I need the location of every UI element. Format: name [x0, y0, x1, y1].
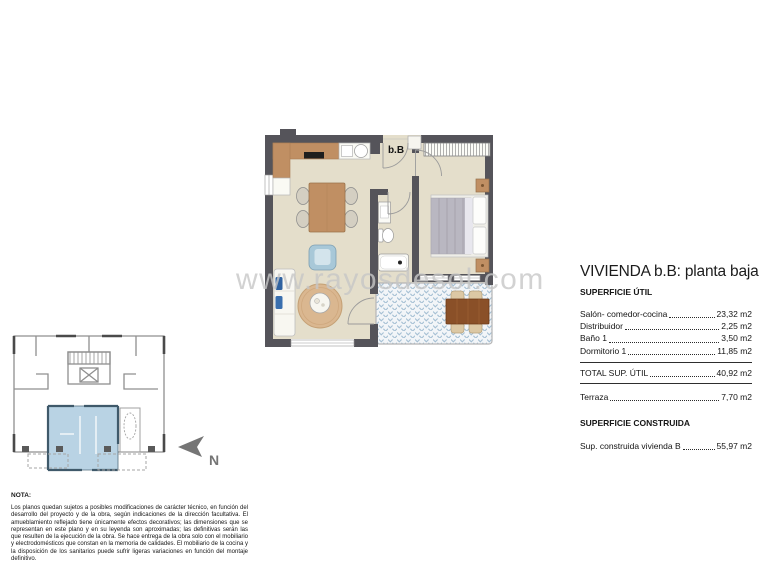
- toilet: [379, 229, 394, 243]
- total-area: 40,92 m2: [716, 367, 752, 378]
- armchair: [309, 245, 336, 270]
- terrace-label: Terraza: [580, 392, 609, 403]
- useful-area-header: SUPERFICIE ÚTIL: [580, 287, 653, 297]
- site-key-plan: [8, 334, 223, 482]
- wardrobe: [424, 143, 490, 156]
- dot-leader: [683, 449, 715, 450]
- total-row: [580, 367, 752, 379]
- dot-leader: [610, 400, 719, 401]
- sink-basin: [342, 146, 353, 157]
- pillow: [473, 197, 486, 224]
- sofa-pillow: [276, 277, 283, 290]
- sofa-pillow: [276, 296, 283, 309]
- terrace-table: [446, 299, 489, 324]
- room-label: Distribuidor: [580, 321, 623, 332]
- page-title: VIVIENDA b.B: planta baja: [580, 263, 759, 280]
- coffee-table: [310, 293, 330, 313]
- room-label: Baño 1: [580, 333, 607, 344]
- room-label: Salón- comedor-cocina: [580, 309, 668, 319]
- area-row: [580, 345, 752, 357]
- entry-niche: [408, 136, 421, 149]
- dot-leader: [628, 354, 715, 355]
- room-label: Dormitorio 1: [580, 345, 627, 356]
- divider: [580, 362, 752, 363]
- kitchen-cabinet: [273, 178, 290, 195]
- dot-leader: [625, 329, 719, 330]
- highlighted-unit: [48, 406, 118, 470]
- room-area: 23,32 m2: [716, 309, 752, 319]
- spec-panel: [580, 263, 759, 452]
- total-label: TOTAL SUP. ÚTIL: [580, 367, 649, 378]
- sofa: [274, 269, 295, 336]
- dot-leader: [650, 376, 714, 377]
- note-title: NOTA:: [11, 492, 32, 499]
- dot-leader: [609, 342, 719, 343]
- built-row: [580, 440, 752, 452]
- pillow: [473, 227, 486, 254]
- watermark: www.rayosdesol.com: [236, 263, 545, 296]
- north-arrow-icon: [178, 436, 204, 457]
- area-row: [580, 320, 752, 332]
- north-label: N: [209, 452, 220, 468]
- dot-leader: [669, 317, 714, 318]
- area-row: [580, 332, 752, 344]
- cooktop: [304, 152, 324, 159]
- room-area: 3,50 m2: [721, 333, 752, 344]
- unit-label: b.B: [387, 145, 405, 156]
- note-section: [11, 492, 248, 563]
- terrace-row: [580, 391, 752, 403]
- built-area-header: SUPERFICIE CONSTRUIDA: [580, 418, 691, 429]
- built-area: 55,97 m2: [716, 441, 752, 452]
- terrace-area: 7,70 m2: [721, 392, 752, 403]
- room-area: 11,85 m2: [717, 345, 752, 356]
- note-body: Los planos quedan sujetos a posibles modificaciones de carácter técnico, en función del desarrollo del proyecto y de la obra, según indicaciones de la dirección facultativa. El amueblamiento reflejado tiene únicamente efectos decorativos; las dimensiones que se representan en este plano y en su leyenda son aproximadas; las definitivas serán las que resulten de la ejecución de la obra. Se hace entrega de la obra solo con el mobiliario y electrodomésticos que constan en la memoria de calidades. El mobiliario de la cocina y la disposición de los sanitarios puede sufrir ligeras variaciones en función del montaje definitivo.: [11, 505, 248, 563]
- sink-bowl: [355, 145, 368, 158]
- bathtub: [379, 254, 409, 271]
- divider: [580, 383, 752, 384]
- built-label: Sup. construida vivienda B: [580, 441, 681, 452]
- floorplan-drawing: [262, 128, 502, 353]
- area-row: [580, 308, 752, 320]
- room-area: 2,25 m2: [721, 321, 752, 332]
